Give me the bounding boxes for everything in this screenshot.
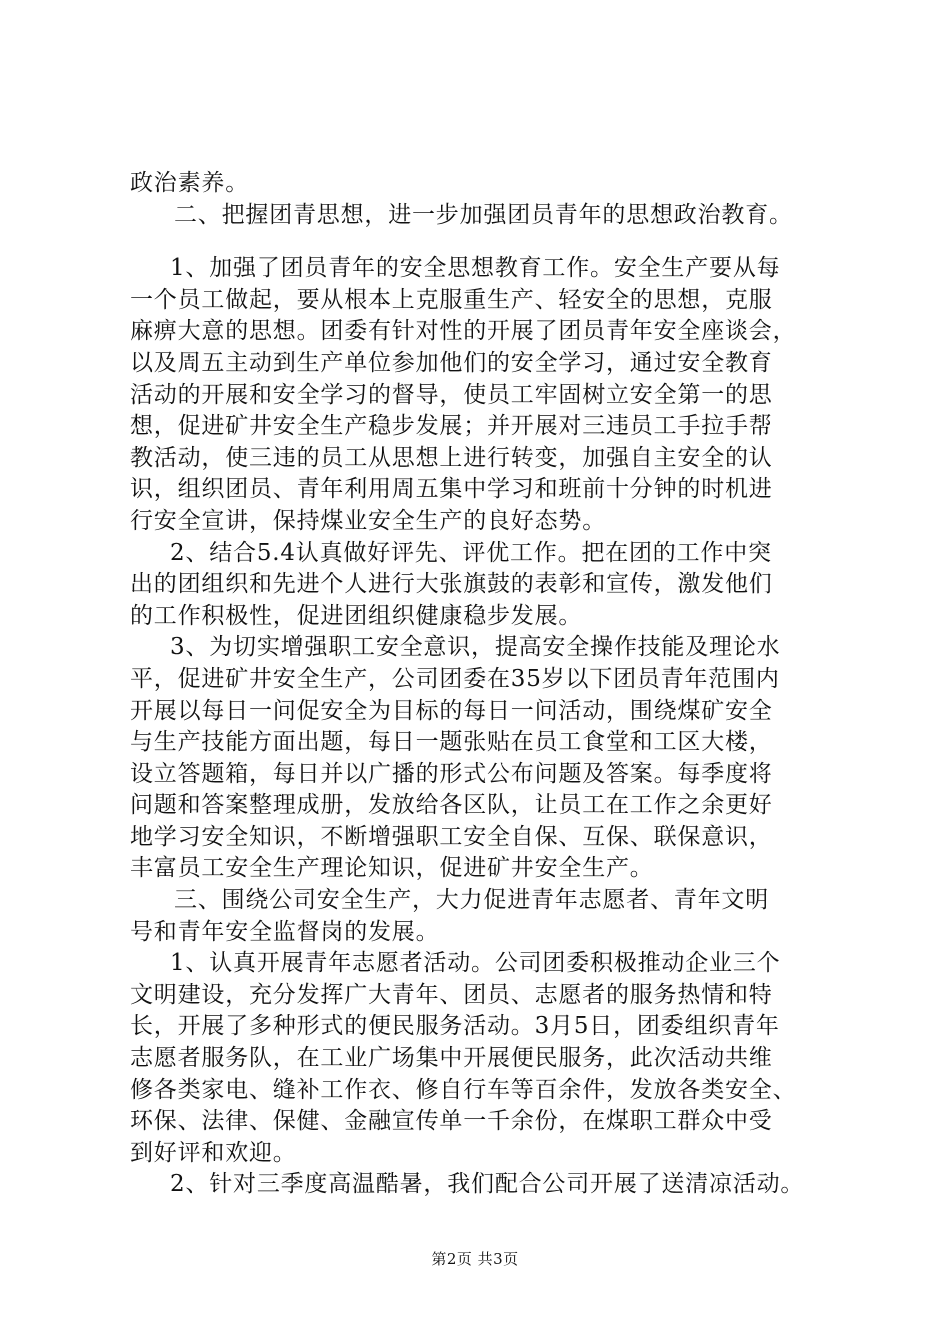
text-line: 志愿者服务队，在工业广场集中开展便民服务，此次活动共维 bbox=[130, 1045, 773, 1072]
text-line: 问题和答案整理成册，发放给各区队，让员工在工作之余更好 bbox=[130, 792, 773, 819]
paragraph-start: 3、为切实增强职工安全意识，提高安全操作技能及理论水 bbox=[170, 634, 781, 661]
text-line: 文明建设，充分发挥广大青年、团员、志愿者的服务热情和特 bbox=[130, 981, 773, 1008]
blank-gap bbox=[130, 231, 856, 253]
text-line: 的工作积极性，促进团组织健康稳步发展。 bbox=[130, 602, 583, 629]
page-footer: 第2页 共3页 bbox=[431, 1250, 519, 1268]
text-line: 出的团组织和先进个人进行大张旗鼓的表彰和宣传，激发他们 bbox=[130, 571, 773, 598]
text-line: 识，组织团员、青年利用周五集中学习和班前十分钟的时机进 bbox=[130, 476, 773, 503]
text-line: 到好评和欢迎。 bbox=[130, 1139, 297, 1166]
section-heading: 三、围绕公司安全生产，大力促进青年志愿者、青年文明 bbox=[174, 887, 769, 914]
text-line: 教活动，使三违的员工从思想上进行转变，加强自主安全的认 bbox=[130, 444, 773, 471]
text-line: 设立答题箱，每日并以广播的形式公布问题及答案。每季度将 bbox=[130, 760, 773, 787]
document-body bbox=[130, 168, 856, 1201]
text-line: 开展以每日一问促安全为目标的每日一问活动，围绕煤矿安全 bbox=[130, 697, 773, 724]
paragraph-start: 2、针对三季度高温酷暑，我们配合公司开展了送清凉活动。 bbox=[170, 1171, 805, 1198]
text-line: 丰富员工安全生产理论知识，促进矿井安全生产。 bbox=[130, 855, 654, 882]
text-line: 以及周五主动到生产单位参加他们的安全学习，通过安全教育 bbox=[130, 349, 773, 376]
text-line: 一个员工做起，要从根本上克服重生产、轻安全的思想，克服 bbox=[130, 286, 773, 313]
text-line: 号和青年安全监督岗的发展。 bbox=[130, 918, 440, 945]
text-line: 环保、法律、保健、金融宣传单一千余份，在煤职工群众中受 bbox=[130, 1108, 773, 1135]
text-line: 政治素养。 bbox=[130, 170, 249, 196]
section-heading: 二、把握团青思想，进一步加强团员青年的思想政治教育。 bbox=[174, 201, 793, 228]
text-line: 地学习安全知识，不断增强职工安全自保、互保、联保意识， bbox=[130, 823, 773, 850]
paragraph-start: 2、结合5.4认真做好评先、评优工作。把在团的工作中突 bbox=[170, 539, 772, 566]
paragraph-start: 1、认真开展青年志愿者活动。公司团委积极推动企业三个 bbox=[170, 950, 781, 977]
text-line: 修各类家电、缝补工作衣、修自行车等百余件，发放各类安全、 bbox=[130, 1076, 797, 1103]
text-line: 想，促进矿井安全生产稳步发展；并开展对三违员工手拉手帮 bbox=[130, 413, 773, 440]
text-line: 长，开展了多种形式的便民服务活动。3月5日，团委组织青年 bbox=[130, 1013, 780, 1040]
text-line: 平，促进矿井安全生产，公司团委在35岁以下团员青年范围内 bbox=[130, 665, 780, 692]
text-line: 与生产技能方面出题，每日一题张贴在员工食堂和工区大楼， bbox=[130, 729, 773, 756]
paragraph-start: 1、加强了团员青年的安全思想教育工作。安全生产要从每 bbox=[170, 255, 781, 282]
text-line: 行安全宣讲，保持煤业安全生产的良好态势。 bbox=[130, 507, 606, 534]
text-line: 活动的开展和安全学习的督导，使员工牢固树立安全第一的思 bbox=[130, 381, 773, 408]
text-line: 麻痹大意的思想。团委有针对性的开展了团员青年安全座谈会， bbox=[130, 318, 797, 345]
